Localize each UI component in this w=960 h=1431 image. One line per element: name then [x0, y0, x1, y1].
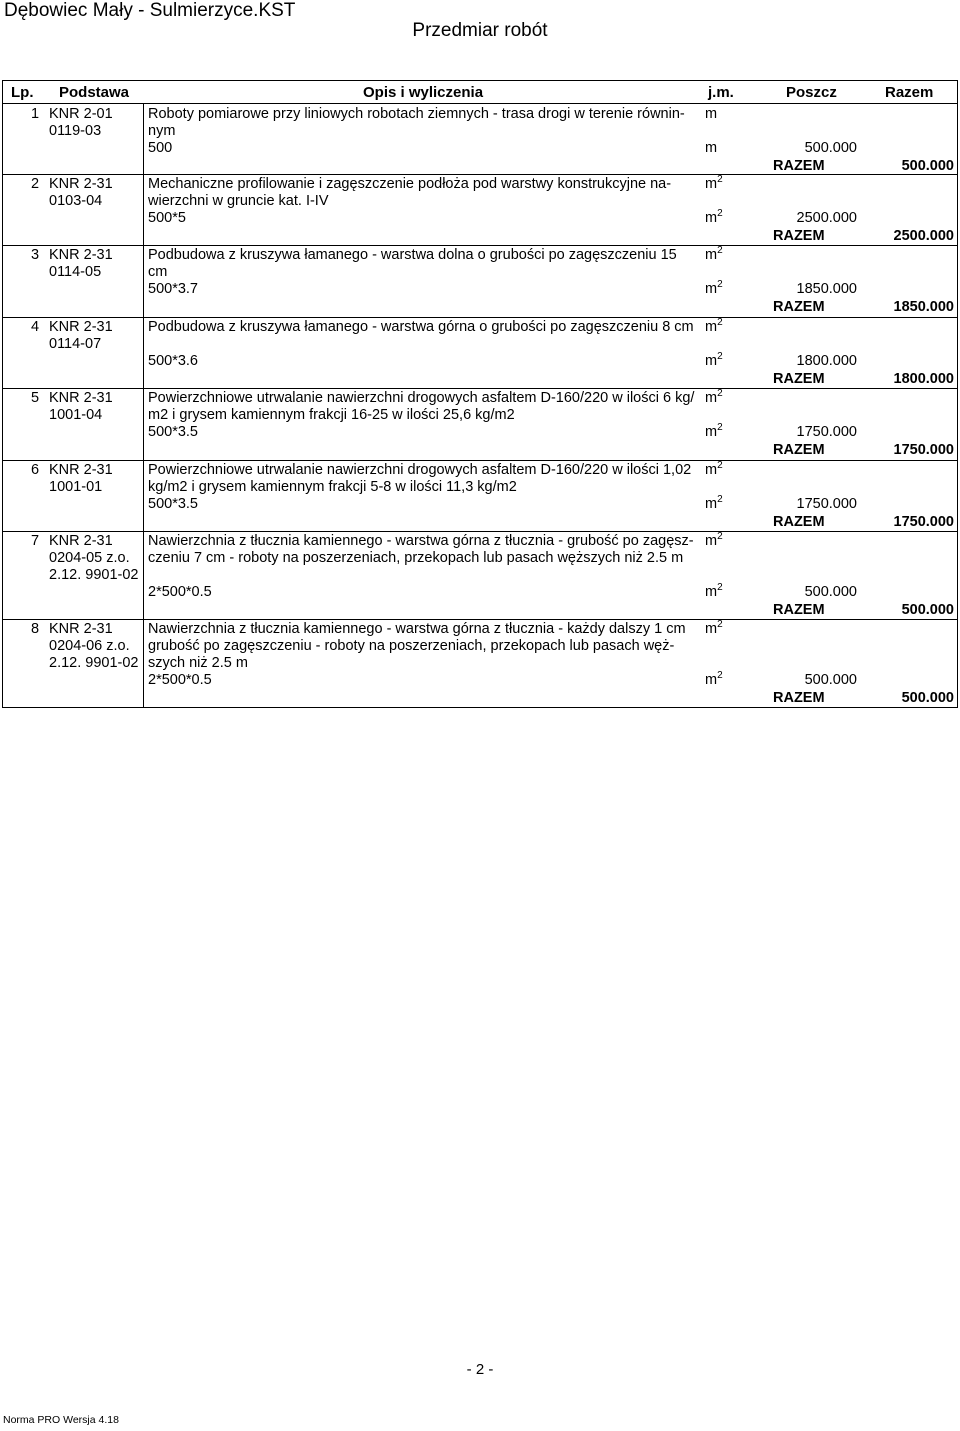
- razem-label: RAZEM: [773, 514, 825, 530]
- item-calculation: 2*500*0.5: [148, 584, 212, 600]
- item-description: Podbudowa z kruszywa łamanego - warstwa dolna o grubości po zagęszczeniu 15: [148, 247, 677, 263]
- item-number: 8: [31, 621, 40, 637]
- item-total: 2500.000: [893, 228, 954, 244]
- item-calculation: 500*3.6: [148, 353, 198, 369]
- item-unit: $m^2$: [705, 460, 723, 478]
- item-description: Powierzchniowe utrwalanie nawierzchni drogowych asfaltem D-160/220 w ilości 1,02: [148, 462, 692, 478]
- item-quantity: 500.000: [804, 140, 857, 156]
- item-unit: $m^2$: [705, 245, 723, 263]
- item-basis: KNR 2-31: [49, 319, 113, 335]
- item-calculation: 500*3.5: [148, 496, 198, 512]
- item-total: 1800.000: [893, 371, 954, 387]
- razem-label: RAZEM: [773, 602, 825, 618]
- item-basis: KNR 2-31: [49, 533, 113, 549]
- item-unit: $m^2$: [705, 388, 723, 406]
- item-total: 500.000: [901, 602, 954, 618]
- razem-label: RAZEM: [773, 690, 825, 706]
- item-calculation: 2*500*0.5: [148, 672, 212, 688]
- razem-label: RAZEM: [773, 158, 825, 174]
- row-divider: [3, 531, 957, 532]
- item-unit: $m^2$: [705, 174, 723, 192]
- calculation-unit: $m^2$: [705, 208, 723, 226]
- item-basis: 0103-04: [49, 193, 103, 209]
- document-title: Dębowiec Mały - Sulmierzyce.KST: [4, 0, 296, 21]
- item-unit: $m^2$: [705, 619, 723, 637]
- item-number: 1: [31, 106, 40, 122]
- item-quantity: 1750.000: [796, 496, 857, 512]
- item-description: kg/m2 i grysem kamiennym frakcji 5-8 w ilości 11,3 kg/m2: [148, 479, 517, 495]
- item-number: 2: [31, 176, 40, 192]
- item-unit: m: [705, 106, 718, 122]
- row-divider: [3, 317, 957, 318]
- item-total: 1750.000: [893, 442, 954, 458]
- item-number: 3: [31, 247, 40, 263]
- item-description: cm: [148, 264, 168, 280]
- razem-label: RAZEM: [773, 228, 825, 244]
- item-description: szych niż 2.5 m: [148, 655, 248, 671]
- calculation-unit: $m^2$: [705, 351, 723, 369]
- item-description: Nawierzchnia z tłucznia kamiennego - warstwa górna z tłucznia - każdy dalszy 1 cm: [148, 621, 686, 637]
- calculation-unit: $m^2$: [705, 494, 723, 512]
- item-quantity: 500.000: [804, 672, 857, 688]
- calculation-unit: $m^2$: [705, 422, 723, 440]
- item-total: 500.000: [901, 158, 954, 174]
- item-basis: 2.12. 9901-02: [49, 567, 139, 583]
- item-unit: $m^2$: [705, 531, 723, 549]
- calculation-unit: $m^2$: [705, 279, 723, 297]
- item-basis: 0204-06 z.o.: [49, 638, 130, 654]
- item-unit: $m^2$: [705, 317, 723, 335]
- item-calculation: 500: [148, 140, 173, 156]
- page-number: - 2 -: [466, 1361, 494, 1378]
- row-divider: [3, 388, 957, 389]
- document-subtitle: Przedmiar robót: [412, 20, 548, 41]
- item-quantity: 2500.000: [796, 210, 857, 226]
- item-basis: 0114-05: [49, 264, 102, 280]
- item-calculation: 500*5: [148, 210, 186, 226]
- item-basis: KNR 2-31: [49, 176, 113, 192]
- row-divider: [3, 174, 957, 175]
- column-header-poszcz: Poszcz: [786, 84, 837, 101]
- item-quantity: 1800.000: [796, 353, 857, 369]
- item-basis: 1001-01: [49, 479, 103, 495]
- item-description: Podbudowa z kruszywa łamanego - warstwa górna o grubości po zagęszczeniu 8 cm: [148, 319, 694, 335]
- item-total: 1750.000: [893, 514, 954, 530]
- item-description: Powierzchniowe utrwalanie nawierzchni drogowych asfaltem D-160/220 w ilości 6 kg/: [148, 390, 695, 406]
- item-description: grubość po zagęszczeniu - roboty na poszerzeniach, przekopach lub pasach węż-: [148, 638, 675, 654]
- razem-label: RAZEM: [773, 299, 825, 315]
- row-divider: [3, 460, 957, 461]
- row-divider: [3, 245, 957, 246]
- calculation-unit: m: [705, 140, 718, 156]
- item-quantity: 1850.000: [796, 281, 857, 297]
- razem-label: RAZEM: [773, 371, 825, 387]
- item-basis: KNR 2-31: [49, 621, 113, 637]
- item-total: 1850.000: [893, 299, 954, 315]
- item-basis: KNR 2-31: [49, 462, 113, 478]
- item-number: 7: [31, 533, 40, 549]
- item-basis: KNR 2-01: [49, 106, 113, 122]
- column-header-opis: Opis i wyliczenia: [363, 84, 484, 101]
- item-description: m2 i grysem kamiennym frakcji 16-25 w ilości 25,6 kg/m2: [148, 407, 515, 423]
- item-total: 500.000: [901, 690, 954, 706]
- item-quantity: 1750.000: [796, 424, 857, 440]
- header-divider: [3, 103, 957, 104]
- item-description: czeniu 7 cm - roboty na poszerzeniach, przekopach lub pasach węższych niż 2.5 m: [148, 550, 684, 566]
- item-number: 5: [31, 390, 40, 406]
- item-basis: 1001-04: [49, 407, 103, 423]
- item-description: nym: [148, 123, 176, 139]
- column-header-podstawa: Podstawa: [59, 84, 130, 101]
- item-basis: 0114-07: [49, 336, 102, 352]
- item-description: Roboty pomiarowe przy liniowych robotach ziemnych - trasa drogi w terenie równin-: [148, 106, 685, 122]
- column-header-razem: Razem: [885, 84, 934, 101]
- item-description: wierzchni w gruncie kat. I-IV: [148, 193, 329, 209]
- column-divider: [143, 103, 144, 707]
- item-calculation: 500*3.7: [148, 281, 198, 297]
- item-number: 4: [31, 319, 40, 335]
- item-basis: 2.12. 9901-02: [49, 655, 139, 671]
- column-header-jm: j.m.: [708, 84, 734, 101]
- item-number: 6: [31, 462, 40, 478]
- item-basis: 0204-05 z.o.: [49, 550, 130, 566]
- row-divider: [3, 619, 957, 620]
- calculation-unit: $m^2$: [705, 670, 723, 688]
- footer-text: Norma PRO Wersja 4.18: [3, 1414, 119, 1426]
- item-basis: 0119-03: [49, 123, 102, 139]
- item-quantity: 500.000: [804, 584, 857, 600]
- cost-table: [2, 80, 958, 708]
- column-header-lp: Lp.: [11, 84, 34, 101]
- item-calculation: 500*3.5: [148, 424, 198, 440]
- razem-label: RAZEM: [773, 442, 825, 458]
- item-description: Nawierzchnia z tłucznia kamiennego - warstwa górna z tłucznia - grubość po zagęsz-: [148, 533, 694, 549]
- item-description: Mechaniczne profilowanie i zagęszczenie podłoża pod warstwy konstrukcyjne na-: [148, 176, 672, 192]
- calculation-unit: $m^2$: [705, 582, 723, 600]
- item-basis: KNR 2-31: [49, 390, 113, 406]
- item-basis: KNR 2-31: [49, 247, 113, 263]
